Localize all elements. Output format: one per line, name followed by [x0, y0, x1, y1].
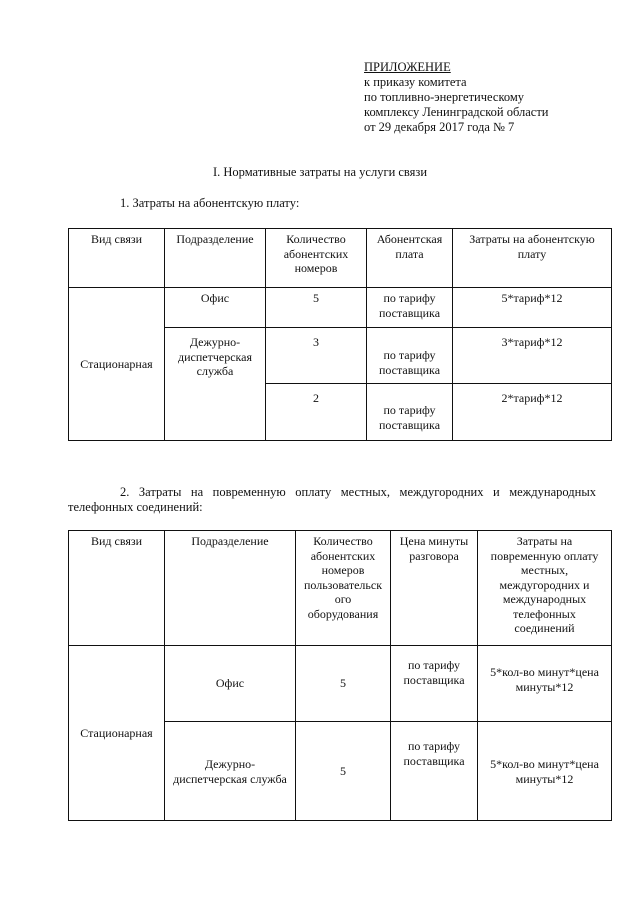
table1-header-unit: Подразделение — [164, 228, 266, 288]
table1-row2-unit: Дежурно-диспетчерская служба — [164, 327, 266, 441]
appendix-block — [364, 60, 549, 135]
table1-row1-count: 5 — [265, 287, 367, 328]
appendix-line: по топливно-энергетическому — [364, 90, 525, 104]
appendix-heading: ПРИЛОЖЕНИЕ — [364, 60, 451, 74]
table1-row3-fee: по тарифу поставщика — [366, 383, 453, 441]
table2-header-count: Количество абонентских номеров пользовательск ого оборудования — [295, 530, 391, 646]
table1-row2-count: 3 — [265, 327, 367, 384]
table2-row1-unit: Офис — [215, 676, 245, 691]
table2-caption: 2. Затраты на повременную оплату местных, междугородних и международных телефонных соединений: — [68, 485, 596, 514]
table1-header-fee: Абонентская плата — [366, 228, 453, 288]
table2-row1-cost: 5*кол-во минут*цена минуты*12 — [477, 645, 612, 722]
table2-row2-count-cell — [295, 721, 391, 821]
table1-caption: 1. Затраты на абонентскую плату: — [120, 196, 300, 210]
table2-row1-unit-cell — [164, 645, 296, 722]
table1-type-cell — [68, 287, 165, 441]
table2-row1-count: 5 — [340, 676, 346, 691]
table1-header-cost: Затраты на абонентскую плату — [452, 228, 612, 288]
table1-row3-count: 2 — [265, 383, 367, 441]
table1-type: Стационарная — [80, 356, 153, 371]
table2-header-price: Цена минуты разговора — [390, 530, 478, 646]
table2-header-unit: Подразделение — [164, 530, 296, 646]
table2-row1-price: по тарифу поставщика — [390, 645, 478, 722]
section-title: I. Нормативные затраты на услуги связи — [212, 165, 428, 179]
table2-type: Стационарная — [80, 725, 153, 740]
table1-row1-fee: по тарифу поставщика — [366, 287, 453, 328]
table2-row2-price: по тарифу поставщика — [390, 721, 478, 821]
appendix-line: от 29 декабря 2017 года № 7 — [364, 120, 515, 134]
table1-header-count: Количество абонентских номеров — [265, 228, 367, 288]
table2-header-type: Вид связи — [68, 530, 165, 646]
table2-row1-count-cell — [295, 645, 391, 722]
appendix-line: комплексу Ленинградской области — [364, 105, 549, 119]
table2-type-cell — [68, 645, 165, 821]
table2-header-cost: Затраты на повременную оплату местных, междугородних и международных телефонных соединений — [477, 530, 612, 646]
table1-row1-unit: Офис — [164, 287, 266, 328]
table2-row2-unit: Дежурно-диспетчерская служба — [164, 721, 296, 821]
table1-row3-cost: 2*тариф*12 — [452, 383, 612, 441]
table1-header-type: Вид связи — [68, 228, 165, 288]
table1-row2-fee: по тарифу поставщика — [366, 327, 453, 384]
table2-row2-count: 5 — [340, 763, 346, 778]
appendix-line: к приказу комитета — [364, 75, 467, 89]
table1-row2-cost: 3*тариф*12 — [452, 327, 612, 384]
table2-row2-cost: 5*кол-во минут*цена минуты*12 — [477, 721, 612, 821]
table1-row1-cost: 5*тариф*12 — [452, 287, 612, 328]
